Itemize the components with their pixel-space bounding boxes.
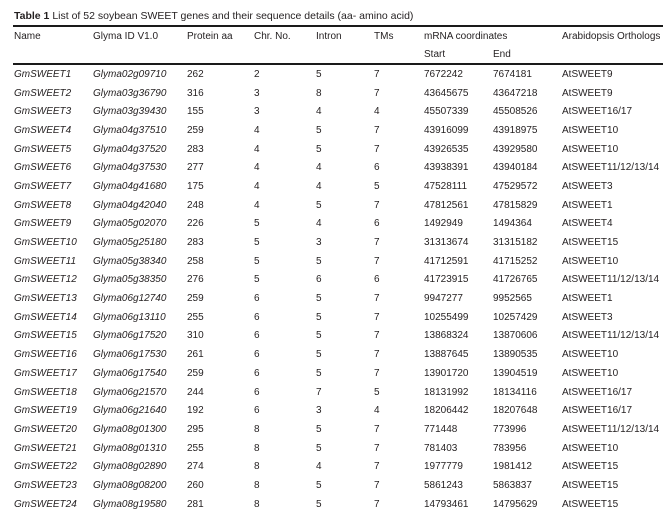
subheader-empty bbox=[561, 46, 663, 64]
cell-protein-aa: 259 bbox=[187, 293, 204, 305]
cell-glyma-id: Glyma06g21640 bbox=[93, 405, 167, 417]
cell-intron: 3 bbox=[316, 405, 322, 417]
subheader-end: End bbox=[493, 49, 511, 60]
cell-chr-no: 5 bbox=[254, 255, 260, 267]
cell-tms: 7 bbox=[374, 237, 380, 249]
cell-glyma-id: Glyma05g38350 bbox=[93, 274, 167, 286]
cell-chr-no: 6 bbox=[254, 349, 260, 361]
table-row bbox=[13, 140, 663, 159]
cell-ortholog: AtSWEET15 bbox=[562, 237, 619, 249]
cell-mrna-end: 18134116 bbox=[493, 386, 537, 398]
cell-chr-no: 4 bbox=[254, 180, 260, 192]
cell-mrna-end: 13870606 bbox=[493, 330, 538, 342]
cell-protein-aa: 258 bbox=[187, 255, 204, 267]
col-header-arabidopsis-orthologs: Arabidopsis Orthologs bbox=[562, 31, 661, 42]
cell-tms: 7 bbox=[374, 442, 380, 454]
cell-ortholog: AtSWEET15 bbox=[562, 479, 619, 491]
cell-intron: 5 bbox=[316, 442, 322, 454]
cell-mrna-start: 771448 bbox=[424, 423, 458, 435]
cell-mrna-end: 47529572 bbox=[493, 180, 538, 192]
table-row bbox=[13, 327, 663, 346]
cell-protein-aa: 175 bbox=[187, 180, 204, 192]
cell-intron: 5 bbox=[316, 293, 322, 305]
table-caption bbox=[14, 9, 413, 23]
cell-intron: 4 bbox=[316, 180, 322, 192]
cell-ortholog: AtSWEET10 bbox=[562, 442, 619, 454]
cell-chr-no: 6 bbox=[254, 311, 260, 323]
cell-protein-aa: 260 bbox=[187, 479, 204, 491]
table-row bbox=[13, 495, 663, 511]
cell-mrna-start: 43926535 bbox=[424, 143, 469, 155]
cell-protein-aa: 316 bbox=[187, 87, 204, 99]
cell-name: GmSWEET19 bbox=[14, 405, 77, 417]
cell-ortholog: AtSWEET1 bbox=[562, 293, 613, 305]
cell-name: GmSWEET20 bbox=[14, 423, 77, 435]
cell-protein-aa: 277 bbox=[187, 162, 204, 174]
table-row bbox=[13, 271, 663, 290]
cell-glyma-id: Glyma06g17540 bbox=[93, 367, 167, 379]
table-row bbox=[13, 121, 663, 140]
cell-name: GmSWEET18 bbox=[14, 386, 77, 398]
cell-protein-aa: 283 bbox=[187, 237, 204, 249]
col-header-mrna-coordinates: mRNA coordinates bbox=[424, 31, 508, 42]
cell-ortholog: AtSWEET1 bbox=[562, 199, 613, 211]
cell-name: GmSWEET7 bbox=[14, 180, 72, 192]
cell-ortholog: AtSWEET3 bbox=[562, 311, 613, 323]
cell-tms: 5 bbox=[374, 180, 380, 192]
cell-intron: 5 bbox=[316, 479, 322, 491]
table-row bbox=[13, 233, 663, 252]
cell-ortholog: AtSWEET16/17 bbox=[562, 106, 633, 118]
cell-name: GmSWEET1 bbox=[14, 68, 72, 80]
cell-glyma-id: Glyma06g13110 bbox=[93, 311, 166, 323]
subheader-empty bbox=[253, 46, 315, 64]
table-row bbox=[13, 476, 663, 495]
genes-table-body bbox=[13, 64, 663, 511]
col-header-tms: TMs bbox=[374, 31, 394, 42]
col-header-name: Name bbox=[14, 31, 41, 42]
cell-intron: 3 bbox=[316, 237, 322, 249]
subheader-empty bbox=[92, 46, 186, 64]
cell-tms: 6 bbox=[374, 162, 380, 174]
cell-chr-no: 6 bbox=[254, 293, 260, 305]
cell-tms: 7 bbox=[374, 479, 380, 491]
cell-protein-aa: 155 bbox=[187, 106, 204, 118]
cell-name: GmSWEET16 bbox=[14, 349, 77, 361]
subheader-empty bbox=[13, 46, 92, 64]
cell-mrna-end: 43918975 bbox=[493, 124, 538, 136]
cell-glyma-id: Glyma05g02070 bbox=[93, 218, 167, 230]
cell-tms: 4 bbox=[374, 106, 380, 118]
cell-mrna-start: 43645675 bbox=[424, 87, 469, 99]
table-row bbox=[13, 383, 663, 402]
cell-tms: 7 bbox=[374, 255, 380, 267]
cell-glyma-id: Glyma06g17530 bbox=[93, 349, 167, 361]
cell-name: GmSWEET2 bbox=[14, 87, 72, 99]
cell-protein-aa: 262 bbox=[187, 68, 204, 80]
header-row-main bbox=[13, 26, 663, 46]
cell-name: GmSWEET8 bbox=[14, 199, 72, 211]
cell-mrna-end: 9952565 bbox=[493, 293, 532, 305]
cell-intron: 5 bbox=[316, 330, 322, 342]
cell-name: GmSWEET6 bbox=[14, 162, 72, 174]
cell-glyma-id: Glyma03g39430 bbox=[93, 106, 167, 118]
col-header-intron: Intron bbox=[316, 31, 342, 42]
cell-mrna-end: 41726765 bbox=[493, 274, 538, 286]
cell-name: GmSWEET23 bbox=[14, 479, 77, 491]
cell-mrna-start: 18131992 bbox=[424, 386, 469, 398]
cell-mrna-end: 10257429 bbox=[493, 311, 538, 323]
table-row bbox=[13, 64, 663, 84]
cell-protein-aa: 248 bbox=[187, 199, 204, 211]
cell-mrna-start: 18206442 bbox=[424, 405, 469, 417]
cell-tms: 5 bbox=[374, 386, 380, 398]
cell-tms: 7 bbox=[374, 143, 380, 155]
cell-ortholog: AtSWEET3 bbox=[562, 180, 613, 192]
cell-intron: 5 bbox=[316, 311, 322, 323]
cell-ortholog: AtSWEET11/12/13/14 bbox=[562, 274, 660, 286]
cell-chr-no: 4 bbox=[254, 124, 260, 136]
cell-chr-no: 8 bbox=[254, 479, 260, 491]
cell-mrna-end: 43647218 bbox=[493, 87, 538, 99]
cell-glyma-id: Glyma04g41680 bbox=[93, 180, 167, 192]
cell-ortholog: AtSWEET11/12/13/14 bbox=[562, 330, 660, 342]
cell-mrna-start: 7672242 bbox=[424, 68, 463, 80]
cell-intron: 6 bbox=[316, 274, 322, 286]
cell-mrna-start: 47812561 bbox=[424, 199, 469, 211]
cell-mrna-end: 14795629 bbox=[493, 498, 538, 510]
cell-mrna-end: 5863837 bbox=[493, 479, 532, 491]
cell-name: GmSWEET17 bbox=[14, 367, 77, 379]
cell-intron: 4 bbox=[316, 218, 322, 230]
cell-ortholog: AtSWEET15 bbox=[562, 498, 619, 510]
cell-mrna-end: 7674181 bbox=[493, 68, 532, 80]
cell-mrna-end: 43940184 bbox=[493, 162, 538, 174]
cell-chr-no: 8 bbox=[254, 461, 260, 473]
cell-intron: 4 bbox=[316, 162, 322, 174]
cell-name: GmSWEET15 bbox=[14, 330, 77, 342]
cell-protein-aa: 261 bbox=[187, 349, 204, 361]
cell-intron: 5 bbox=[316, 124, 322, 136]
cell-intron: 7 bbox=[316, 386, 322, 398]
cell-ortholog: AtSWEET16/17 bbox=[562, 386, 633, 398]
cell-intron: 8 bbox=[316, 87, 322, 99]
cell-tms: 7 bbox=[374, 199, 380, 211]
cell-chr-no: 4 bbox=[254, 162, 260, 174]
cell-mrna-start: 43938391 bbox=[424, 162, 469, 174]
subheader-empty bbox=[373, 46, 423, 64]
cell-protein-aa: 283 bbox=[187, 143, 204, 155]
cell-intron: 4 bbox=[316, 106, 322, 118]
cell-name: GmSWEET14 bbox=[14, 311, 77, 323]
cell-tms: 7 bbox=[374, 330, 380, 342]
cell-mrna-start: 1492949 bbox=[424, 218, 463, 230]
cell-chr-no: 8 bbox=[254, 423, 260, 435]
cell-mrna-start: 14793461 bbox=[424, 498, 469, 510]
cell-protein-aa: 192 bbox=[187, 405, 204, 417]
table-row bbox=[13, 177, 663, 196]
cell-tms: 7 bbox=[374, 68, 380, 80]
table-row bbox=[13, 196, 663, 215]
cell-tms: 6 bbox=[374, 218, 380, 230]
cell-ortholog: AtSWEET4 bbox=[562, 218, 613, 230]
cell-protein-aa: 281 bbox=[187, 498, 204, 510]
col-header-glyma-id: Glyma ID V1.0 bbox=[93, 31, 159, 42]
cell-ortholog: AtSWEET9 bbox=[562, 87, 613, 99]
cell-name: GmSWEET24 bbox=[14, 498, 77, 510]
cell-name: GmSWEET3 bbox=[14, 106, 72, 118]
cell-mrna-start: 13887645 bbox=[424, 349, 469, 361]
cell-ortholog: AtSWEET10 bbox=[562, 124, 619, 136]
cell-intron: 5 bbox=[316, 199, 322, 211]
cell-glyma-id: Glyma08g19580 bbox=[93, 498, 167, 510]
table-row bbox=[13, 457, 663, 476]
cell-tms: 7 bbox=[374, 349, 380, 361]
table-caption-text: List of 52 soybean SWEET genes and their sequence details (aa- amino acid) bbox=[49, 10, 414, 22]
cell-mrna-end: 783956 bbox=[493, 442, 527, 454]
cell-intron: 5 bbox=[316, 423, 322, 435]
cell-name: GmSWEET5 bbox=[14, 143, 72, 155]
table-row bbox=[13, 308, 663, 327]
cell-ortholog: AtSWEET9 bbox=[562, 68, 613, 80]
cell-chr-no: 5 bbox=[254, 237, 260, 249]
table-row bbox=[13, 158, 663, 177]
cell-chr-no: 5 bbox=[254, 274, 260, 286]
cell-mrna-end: 45508526 bbox=[493, 106, 538, 118]
cell-name: GmSWEET11 bbox=[14, 255, 77, 267]
cell-intron: 5 bbox=[316, 68, 322, 80]
cell-mrna-start: 13901720 bbox=[424, 367, 469, 379]
cell-glyma-id: Glyma02g09710 bbox=[93, 68, 167, 80]
cell-mrna-end: 47815829 bbox=[493, 199, 538, 211]
cell-tms: 7 bbox=[374, 461, 380, 473]
cell-ortholog: AtSWEET15 bbox=[562, 461, 619, 473]
cell-glyma-id: Glyma04g37520 bbox=[93, 143, 167, 155]
table-row bbox=[13, 420, 663, 439]
cell-chr-no: 3 bbox=[254, 87, 260, 99]
cell-tms: 7 bbox=[374, 423, 380, 435]
genes-table bbox=[13, 25, 663, 511]
cell-glyma-id: Glyma06g12740 bbox=[93, 293, 167, 305]
cell-mrna-start: 781403 bbox=[424, 442, 458, 454]
cell-mrna-end: 1981412 bbox=[493, 461, 532, 473]
table-row bbox=[13, 289, 663, 308]
cell-intron: 4 bbox=[316, 461, 322, 473]
cell-intron: 5 bbox=[316, 367, 322, 379]
cell-protein-aa: 226 bbox=[187, 218, 204, 230]
cell-protein-aa: 310 bbox=[187, 330, 204, 342]
cell-mrna-end: 13904519 bbox=[493, 367, 538, 379]
col-header-protein-aa: Protein aa bbox=[187, 31, 233, 42]
cell-mrna-end: 773996 bbox=[493, 423, 527, 435]
cell-ortholog: AtSWEET11/12/13/14 bbox=[562, 423, 660, 435]
subheader-empty bbox=[315, 46, 373, 64]
cell-tms: 7 bbox=[374, 311, 380, 323]
cell-name: GmSWEET13 bbox=[14, 293, 77, 305]
cell-glyma-id: Glyma04g37510 bbox=[93, 124, 167, 136]
cell-name: GmSWEET4 bbox=[14, 124, 72, 136]
cell-mrna-end: 43929580 bbox=[493, 143, 538, 155]
table-row bbox=[13, 345, 663, 364]
cell-glyma-id: Glyma05g25180 bbox=[93, 237, 167, 249]
cell-mrna-end: 31315182 bbox=[493, 237, 538, 249]
cell-chr-no: 6 bbox=[254, 386, 260, 398]
subheader-empty bbox=[186, 46, 253, 64]
cell-mrna-end: 18207648 bbox=[493, 405, 538, 417]
cell-chr-no: 8 bbox=[254, 442, 260, 454]
cell-mrna-start: 10255499 bbox=[424, 311, 469, 323]
cell-protein-aa: 255 bbox=[187, 311, 204, 323]
cell-glyma-id: Glyma04g42040 bbox=[93, 199, 167, 211]
cell-intron: 5 bbox=[316, 255, 322, 267]
cell-mrna-start: 1977779 bbox=[424, 461, 463, 473]
cell-mrna-start: 47528111 bbox=[424, 180, 468, 192]
cell-mrna-start: 41723915 bbox=[424, 274, 469, 286]
cell-glyma-id: Glyma06g21570 bbox=[93, 386, 167, 398]
cell-glyma-id: Glyma03g36790 bbox=[93, 87, 167, 99]
cell-mrna-end: 1494364 bbox=[493, 218, 532, 230]
cell-mrna-start: 31313674 bbox=[424, 237, 469, 249]
cell-chr-no: 6 bbox=[254, 405, 260, 417]
cell-name: GmSWEET9 bbox=[14, 218, 72, 230]
cell-name: GmSWEET10 bbox=[14, 237, 77, 249]
table-row bbox=[13, 439, 663, 458]
cell-glyma-id: Glyma06g17520 bbox=[93, 330, 167, 342]
cell-tms: 7 bbox=[374, 293, 380, 305]
cell-ortholog: AtSWEET11/12/13/14 bbox=[562, 162, 660, 174]
table-caption-number: Table 1 bbox=[14, 10, 50, 22]
col-header-chr-no: Chr. No. bbox=[254, 31, 291, 42]
table-row bbox=[13, 84, 663, 103]
table-row bbox=[13, 102, 663, 121]
cell-glyma-id: Glyma08g01300 bbox=[93, 423, 167, 435]
cell-chr-no: 3 bbox=[254, 106, 260, 118]
subheader-start: Start bbox=[424, 49, 446, 60]
cell-mrna-start: 45507339 bbox=[424, 106, 469, 118]
cell-name: GmSWEET22 bbox=[14, 461, 77, 473]
cell-name: GmSWEET21 bbox=[14, 442, 77, 454]
cell-tms: 7 bbox=[374, 124, 380, 136]
cell-tms: 7 bbox=[374, 367, 380, 379]
table-row bbox=[13, 401, 663, 420]
cell-mrna-start: 41712591 bbox=[424, 255, 469, 267]
cell-glyma-id: Glyma08g02890 bbox=[93, 461, 167, 473]
cell-ortholog: AtSWEET10 bbox=[562, 367, 619, 379]
cell-tms: 6 bbox=[374, 274, 380, 286]
cell-protein-aa: 244 bbox=[187, 386, 204, 398]
cell-glyma-id: Glyma08g08200 bbox=[93, 479, 167, 491]
cell-ortholog: AtSWEET16/17 bbox=[562, 405, 633, 417]
cell-protein-aa: 259 bbox=[187, 367, 204, 379]
cell-mrna-start: 9947277 bbox=[424, 293, 463, 305]
cell-chr-no: 4 bbox=[254, 199, 260, 211]
cell-chr-no: 6 bbox=[254, 330, 260, 342]
cell-protein-aa: 255 bbox=[187, 442, 204, 454]
cell-tms: 7 bbox=[374, 87, 380, 99]
cell-intron: 5 bbox=[316, 143, 322, 155]
cell-glyma-id: Glyma08g01310 bbox=[93, 442, 167, 454]
cell-tms: 4 bbox=[374, 405, 380, 417]
cell-ortholog: AtSWEET10 bbox=[562, 349, 619, 361]
table-row bbox=[13, 215, 663, 234]
cell-chr-no: 2 bbox=[254, 68, 260, 80]
cell-protein-aa: 274 bbox=[187, 461, 204, 473]
cell-protein-aa: 276 bbox=[187, 274, 204, 286]
cell-glyma-id: Glyma05g38340 bbox=[93, 255, 167, 267]
cell-ortholog: AtSWEET10 bbox=[562, 143, 619, 155]
cell-mrna-start: 5861243 bbox=[424, 479, 463, 491]
header-row-sub bbox=[13, 46, 663, 64]
cell-mrna-end: 41715252 bbox=[493, 255, 538, 267]
cell-glyma-id: Glyma04g37530 bbox=[93, 162, 167, 174]
cell-intron: 5 bbox=[316, 349, 322, 361]
table-row bbox=[13, 252, 663, 271]
cell-tms: 7 bbox=[374, 498, 380, 510]
cell-mrna-start: 13868324 bbox=[424, 330, 469, 342]
cell-mrna-start: 43916099 bbox=[424, 124, 469, 136]
cell-chr-no: 5 bbox=[254, 218, 260, 230]
cell-protein-aa: 259 bbox=[187, 124, 204, 136]
cell-ortholog: AtSWEET10 bbox=[562, 255, 619, 267]
cell-protein-aa: 295 bbox=[187, 423, 204, 435]
cell-name: GmSWEET12 bbox=[14, 274, 77, 286]
cell-intron: 5 bbox=[316, 498, 322, 510]
cell-mrna-end: 13890535 bbox=[493, 349, 538, 361]
table-header bbox=[13, 26, 663, 64]
cell-chr-no: 6 bbox=[254, 367, 260, 379]
cell-chr-no: 4 bbox=[254, 143, 260, 155]
table-row bbox=[13, 364, 663, 383]
cell-chr-no: 8 bbox=[254, 498, 260, 510]
